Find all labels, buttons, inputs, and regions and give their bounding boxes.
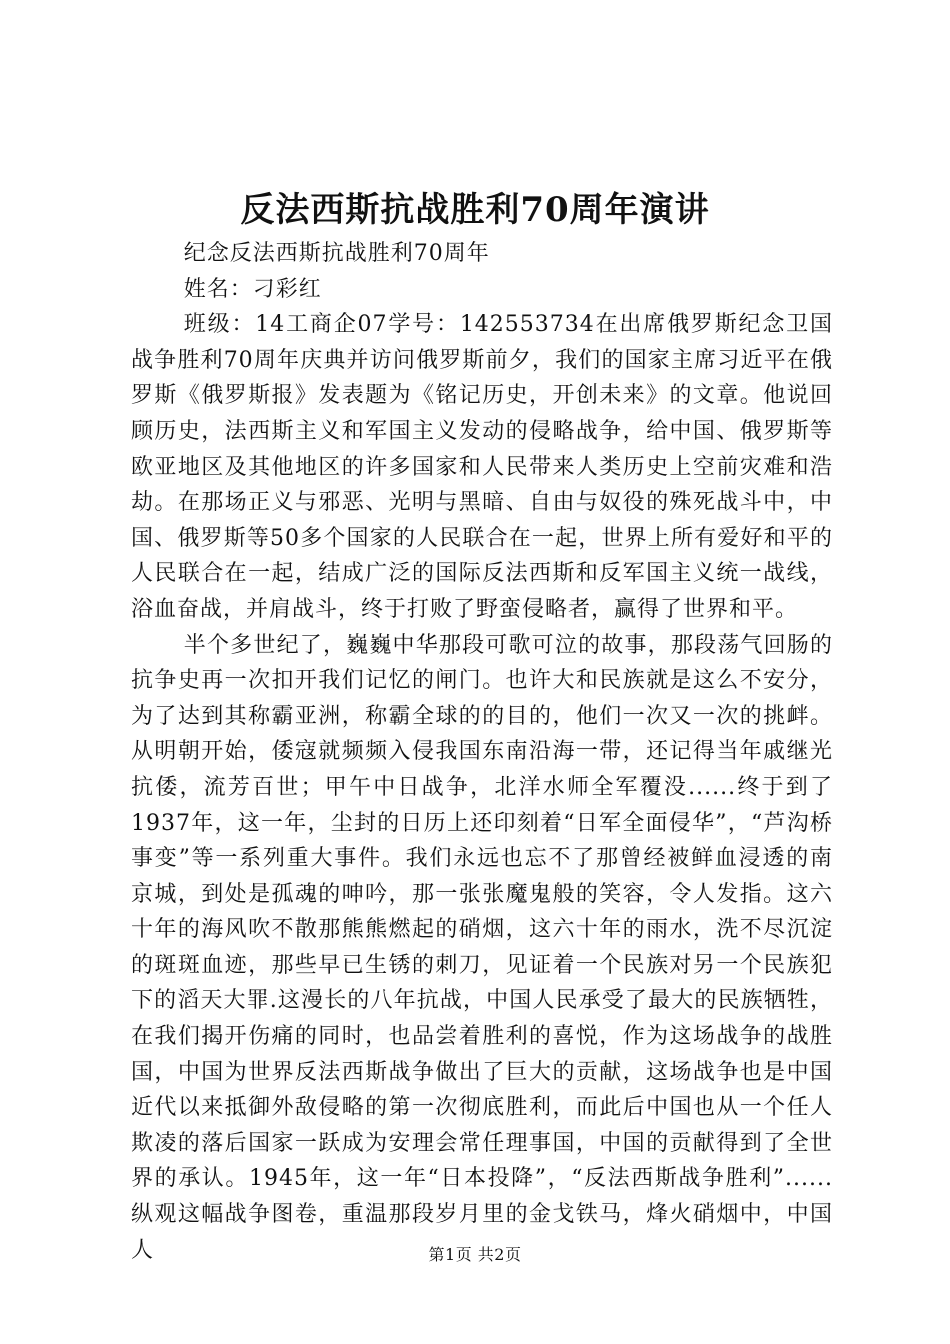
body-paragraph: 班级：14工商企07学号：142553734在出席俄罗斯纪念卫国战争胜利70周年庆典并访问俄罗斯前夕，我们的国家主席习近平在俄罗斯《俄罗斯报》发表题为《铭记历史，开创未来》的文章。他说回顾历史，法西斯主义和军国主义发动的侵略战争，给中国、俄罗斯等欧亚地区及其他地区的许多国家和人民带来人类历史上空前灾难和浩劫。在那场正义与邪恶、光明与黑暗、自由与奴役的殊死战斗中，中国、俄罗斯等50多个国家的人民联合在一起，世界上所有爱好和平的人民联合在一起，结成广泛的国际反法西斯和反军国主义统一战线，浴血奋战，并肩战斗，终于打败了野蛮侵略者，赢得了世界和平。 <box>131 312 833 622</box>
document-title: 反法西斯抗战胜利70周年演讲 <box>240 190 710 230</box>
page-number-footer: 第1页 共2页 <box>428 1245 522 1264</box>
body-paragraph: 半个多世纪了，巍巍中华那段可歌可泣的故事，那段荡气回肠的抗争史再一次扣开我们记忆的闸门。也许大和民族就是这么不安分，为了达到其称霸亚洲，称霸全球的的目的，他们一次又一次的挑衅。从明朝开始，倭寇就频频入侵我国东南沿海一带，还记得当年戚继光抗倭，流芳百世；甲午中日战争，北洋水师全军覆没......终于到了1937年，这一年，尘封的日历上还印刻着“日军全面侵华”，“芦沟桥事变”等一系列重大事件。我们永远也忘不了那曾经被鲜血浸透的南京城，到处是孤魂的呻吟，那一张张魔鬼般的笑容，令人发指。这六十年的海风吹不散那熊熊燃起的硝烟，这六十年的雨水，洗不尽沉淀的斑斑血迹，那些早已生锈的刺刀，见证着一个民族对另一个民族犯下的滔天大罪.这漫长的八年抗战，中国人民承受了最大的民族牺牲，在我们揭开伤痛的同时，也品尝着胜利的喜悦，作为这场战争的战胜国，中国为世界反法西斯战争做出了巨大的贡献，这场战争也是中国近代以来抵御外敌侵略的第一次彻底胜利，而此后中国也从一个任人欺凌的落后国家一跃成为安理会常任理事国，中国的贡献得到了全世界的承认。1945年，这一年“日本投降”，“反法西斯战争胜利”......纵观这幅战争图卷，重温那段岁月里的金戈铁马，烽火硝烟中，中国人 <box>131 632 833 1263</box>
author-name-line: 姓名：刁彩红 <box>183 276 322 302</box>
subtitle-line: 纪念反法西斯抗战胜利70周年 <box>183 241 490 266</box>
document-body <box>131 236 833 1268</box>
